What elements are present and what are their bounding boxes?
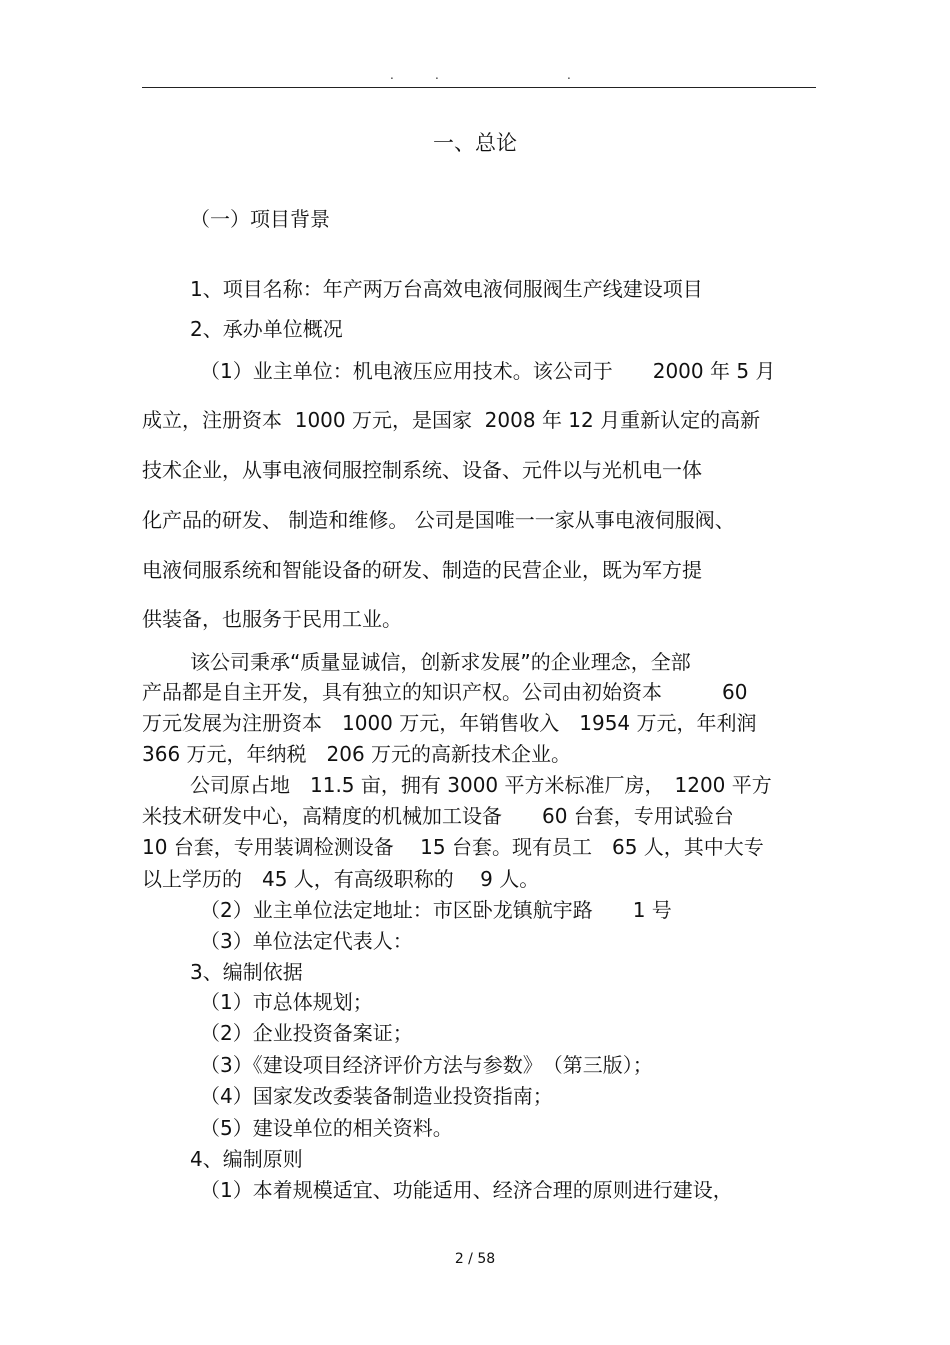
list-item: （4）国家发改委装备制造业投资指南； xyxy=(200,1084,553,1108)
paragraph-line: 10 台套，专用装调检测设备 15 台套。现有员工 65 人，其中大专 xyxy=(142,835,764,859)
list-item: （5）建设单位的相关资料。 xyxy=(200,1116,453,1140)
paragraph-line: 成立，注册资本 1000 万元，是国家 2008 年 12 月重新认定的高新 xyxy=(142,408,761,432)
item-heading: 4、编制原则 xyxy=(190,1147,303,1171)
list-item: （1）本着规模适宜、功能适用、经济合理的原则进行建设， xyxy=(200,1178,733,1202)
paragraph-line: 供装备，也服务于民用工业。 xyxy=(142,607,402,631)
header-rule xyxy=(142,87,816,88)
paragraph-line: 电液伺服系统和智能设备的研发、制造的民营企业，既为军方提 xyxy=(142,558,702,582)
item-heading: 2、承办单位概况 xyxy=(190,317,343,341)
item-heading: 1、项目名称：年产两万台高效电液伺服阀生产线建设项目 xyxy=(190,277,703,301)
header-dot: . xyxy=(567,68,571,82)
paragraph-line: 以上学历的 45 人，有高级职称的 9 人。 xyxy=(142,867,540,891)
list-item: （1）市总体规划； xyxy=(200,990,373,1014)
paragraph-line: 公司原占地 11.5 亩，拥有 3000 平方米标准厂房， 1200 平方 xyxy=(190,773,772,797)
section-title: 一、总论 xyxy=(433,131,517,155)
paragraph-line: 万元发展为注册资本 1000 万元，年销售收入 1954 万元，年利润 xyxy=(142,711,757,735)
paragraph-line: 技术企业，从事电液伺服控制系统、设备、元件以与光机电一体 xyxy=(142,458,702,482)
page-number: 2 / 58 xyxy=(454,1251,496,1267)
paragraph-line: （3）单位法定代表人： xyxy=(200,929,413,953)
item-heading: 3、编制依据 xyxy=(190,960,303,984)
list-item: （2）企业投资备案证； xyxy=(200,1021,413,1045)
paragraph-line: 该公司秉承“质量显诚信，创新求发展”的企业理念，全部 xyxy=(190,650,691,674)
header-dot: . xyxy=(390,68,394,82)
paragraph-line: （2）业主单位法定地址：市区卧龙镇航宇路 1 号 xyxy=(200,898,672,922)
paragraph-line: 米技术研发中心，高精度的机械加工设备 60 台套，专用试验台 xyxy=(142,804,734,828)
paragraph-line: 产品都是自主开发，具有独立的知识产权。公司由初始资本 60 xyxy=(142,680,748,704)
paragraph-line: （1）业主单位：机电液压应用技术。该公司于 2000 年 5 月 xyxy=(200,359,776,383)
header-dots xyxy=(0,70,950,80)
paragraph-line: 366 万元，年纳税 206 万元的高新技术企业。 xyxy=(142,742,572,766)
paragraph-line: 化产品的研发、 制造和维修。 公司是国唯一一家从事电液伺服阀、 xyxy=(142,508,735,532)
header-dot: . xyxy=(435,68,439,82)
list-item: （3）《建设项目经济评价方法与参数》 （第三版）； xyxy=(200,1053,653,1077)
subsection-heading: （一）项目背景 xyxy=(190,207,330,231)
